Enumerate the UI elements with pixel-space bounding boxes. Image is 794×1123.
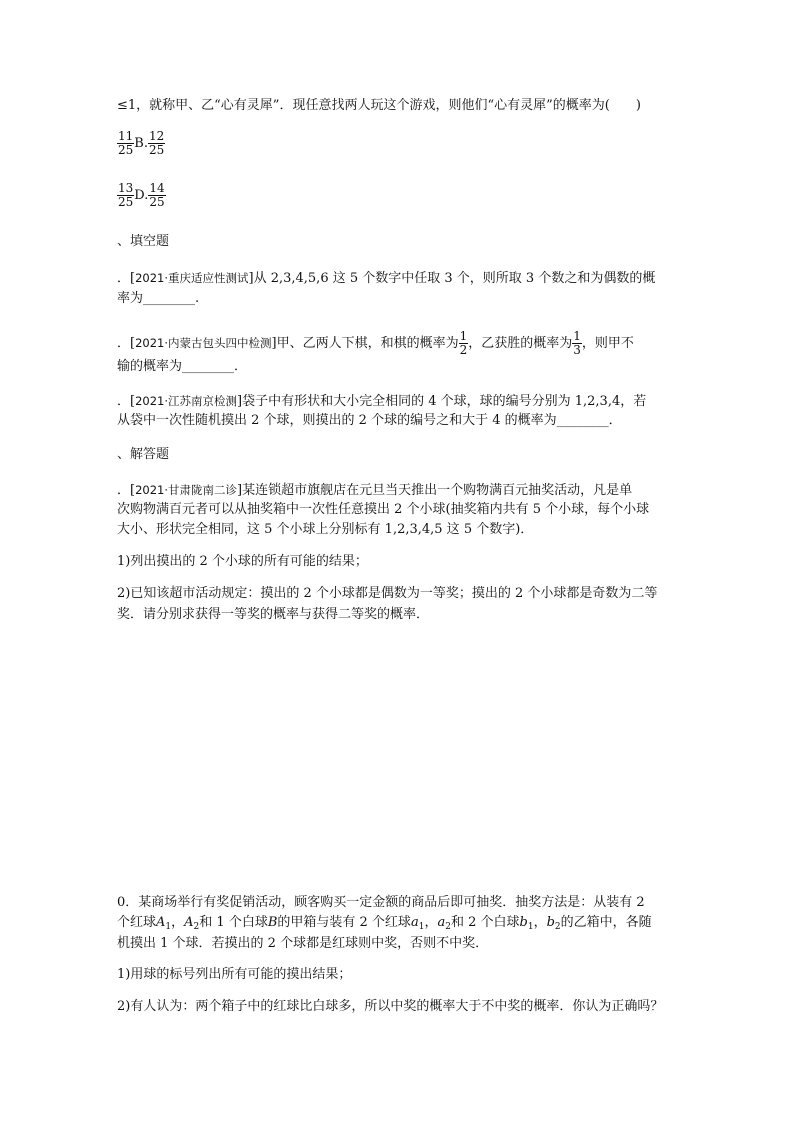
answer-question-1-part2-line1: 2)已知该超市活动规定：摸出的 2 个小球都是偶数为一等奖；摸出的 2 个小球都是奇数为二等 [117, 586, 658, 601]
option-b-fraction: $\frac{12}{25}$ [148, 129, 165, 157]
answer-question-1-part1: 1)列出摸出的 2 个小球的所有可能的结果； [117, 554, 368, 569]
answer-question-2-line1: 0．某商场举行有奖促销活动，顾客购买一定金额的商品后即可抽奖．抽奖方法是：从装有 2 [117, 895, 645, 910]
answer-question-1-line2: 次购物满百元者可以从抽奖箱中一次性任意摸出 2 个小球(抽奖箱内共有 5 个小球，每个小球 [117, 502, 650, 517]
answer-question-2-line2: 个红球$A_1$，$A_2$和 1 个白球B的甲箱与装有 2 个红球$a_1$，$a_2$和 2 个白球$b_1$，$b_2$的乙箱中，各随 [117, 915, 652, 932]
option-a-fraction: $\frac{11}{25}$ [118, 129, 134, 157]
options-row-cd [117, 182, 166, 209]
fill-question-2-line2: 输的概率为________． [117, 359, 248, 374]
answer-question-1-line3: 大小、形状完全相同，这 5 个小球上分别标有 1,2,3,4,5 这 5 个数字)． [117, 522, 534, 537]
section-heading-fill: 、填空题 [117, 234, 170, 249]
answer-question-1-part2-line2: 奖．请分别求获得一等奖的概率与获得二等奖的概率． [117, 607, 430, 622]
source-tag: 2021·内蒙古包头四中检测 [135, 336, 272, 350]
option-c-fraction: $\frac{13}{25}$ [118, 181, 134, 209]
answer-question-2-line3: 机摸出 1 个球．若摸出的 2 个球都是红球则中奖，否则不中奖． [117, 936, 489, 951]
draw-probability-fraction: $\frac{1}{2}$ [459, 329, 468, 357]
fill-question-1-line2: 率为________. [117, 291, 200, 306]
win-probability-fraction: $\frac{1}{3}$ [573, 329, 581, 357]
fill-question-3-line1: ．[2021·江苏南京检测]袋子中有形状和大小完全相同的 4 个球，球的编号分别为 1,2,3,4，若 [117, 394, 647, 409]
answer-question-2-part1: 1)用球的标号列出所有可能的摸出结果； [117, 967, 352, 982]
fill-question-3-line2: 从袋中一次性随机摸出 2 个球，则摸出的 2 个球的编号之和大于 4 的概率为________． [117, 413, 622, 428]
section-heading-answer: 、解答题 [117, 447, 170, 462]
question-continuation: ≤1，就称甲、乙“心有灵犀”．现任意找两人玩这个游戏，则他们“心有灵犀”的概率为( ) [117, 98, 641, 113]
answer-question-2-part2: 2)有人认为：两个箱子中的红球比白球多，所以中奖的概率大于不中奖的概率．你认为正确吗？ [117, 999, 664, 1014]
option-d-label: D. [134, 188, 149, 203]
option-b-label: B. [134, 136, 148, 151]
source-tag: 2021·江苏南京检测 [135, 394, 237, 408]
options-row-ab [117, 130, 165, 157]
fill-question-1-line1: ．[2021·重庆适应性测试]从 2,3,4,5,6 这 5 个数字中任取 3 个，则所取 3 个数之和为偶数的概 [117, 271, 656, 286]
source-tag: 2021·甘肃陇南二诊 [135, 483, 237, 497]
source-tag: 2021·重庆适应性测试 [135, 271, 249, 285]
answer-question-1-line1: ．[2021·甘肃陇南二诊]某连锁超市旗舰店在元旦当天推出一个购物满百元抽奖活动，凡是单 [117, 483, 633, 498]
option-d-fraction: $\frac{14}{25}$ [149, 181, 165, 209]
fill-question-2-line1: ．[2021·内蒙古包头四中检测]甲、乙两人下棋，和棋的概率为 $\frac{1}{2}$ ，乙获胜的概率为 $\frac{1}{3}$ ，则甲不 [117, 329, 634, 357]
